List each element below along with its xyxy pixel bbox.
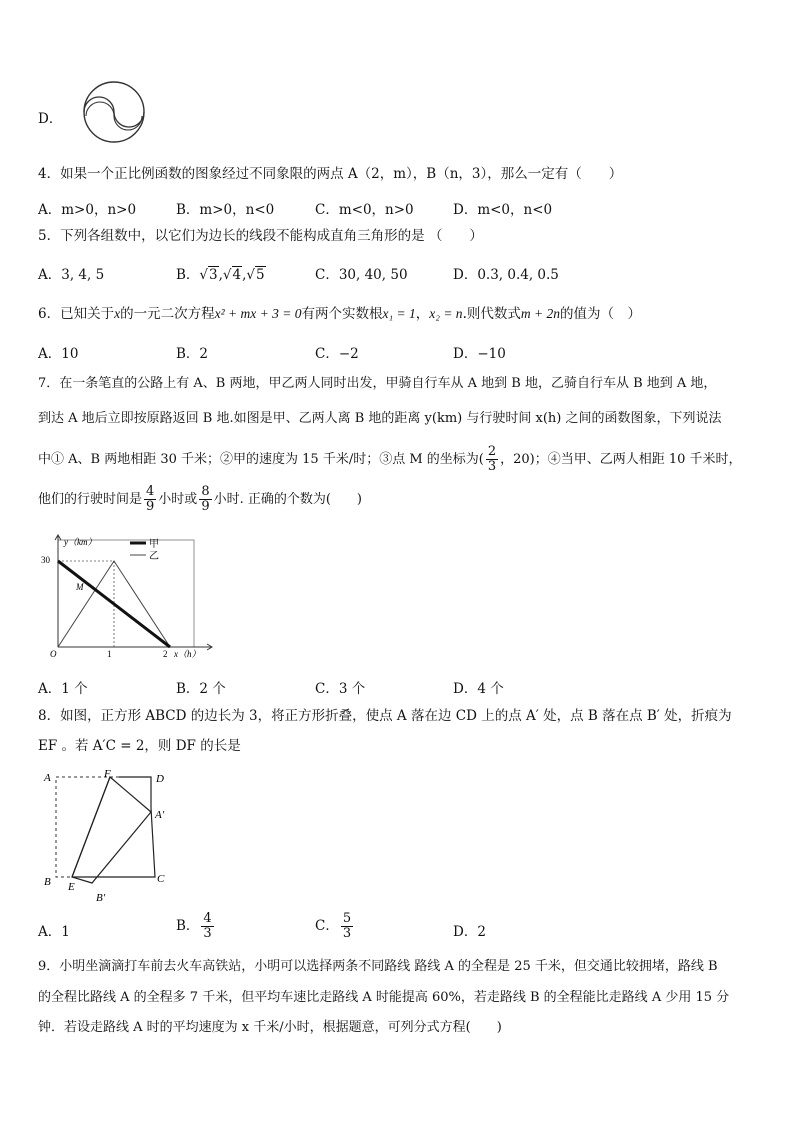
square-right-bottom [72,808,155,877]
q7-function-graph [36,533,216,663]
q6-stem: 6．已知关于x的一元二次方程x² + mx + 3 = 0有两个实数根x₁ = 1，x₂ = n.则代数式m + 2n的值为（ ） [38,306,641,322]
q7-line-3: 中① A、B 两地相距 30 千米；②甲的速度为 15 千米/时；③点 M 的坐标为( $\frac{2}{3}$ ，20)；④当甲、乙两人相距 10 千米时， [38,444,742,474]
q6-option-b[interactable]: B．2 [176,346,209,362]
label-a-prime: A′ [155,809,165,821]
x-tick-1: 1 [107,649,112,659]
q8-option-d[interactable]: D．2 [453,924,486,940]
label-e: E [68,881,75,893]
q7-option-c[interactable]: C．3 个 [315,681,366,697]
q9-line-3: 钟．若设走路线 A 时的平均速度为 x 千米/小时，根据题意，可列分式方程( ) [38,1020,502,1035]
q4-option-a[interactable]: A．m>0，n>0 [38,202,137,218]
point-m-label: M [76,582,84,592]
label-b: B [44,876,51,888]
time-fraction-2: $\frac{8}{9}$ [201,484,210,514]
m-coordinate-fraction: $\frac{2}{3}$ [487,444,497,474]
q7-option-a[interactable]: A．1 个 [38,681,88,697]
q7-option-b[interactable]: B．2 个 [176,681,226,697]
square-top-right [119,777,151,808]
q6-option-c[interactable]: C．−2 [315,346,359,362]
q4-option-b[interactable]: B．m>0，n<0 [176,202,275,218]
q9-line-2: 的全程比路线 A 的全程多 7 千米，但平均车速比走路线 A 时能提高 60%，若走路线 B 的全程能比走路线 A 少用 15 分 [38,990,730,1005]
q7-options [38,677,758,699]
q9-line-1: 9．小明坐滴滴打车前去火车高铁站，小明可以选择两条不同路线 路线 A 的全程是 25 千米，但交通比较拥堵，路线 B [38,959,718,974]
q5-stem: 5．下列各组数中，以它们为边长的线段不能构成直角三角形的是 （ ） [38,228,483,244]
q8-option-c[interactable]: C． $\frac{5}{3}$ [315,911,352,941]
label-f: F [104,768,111,780]
origin-label: O [50,649,57,659]
q7-line-4: 他们的行驶时间是 $\frac{4}{9}$ 小时或 $\frac{8}{9}$ 小时. 正确的个数为( ) [38,484,363,514]
q8-option-a[interactable]: A．1 [38,924,70,940]
label-d: D [156,773,164,785]
q3-option-d[interactable]: D． [38,111,63,127]
q5-option-a[interactable]: A．3, 4, 5 [38,267,105,283]
q5-option-b[interactable]: B．√3,√4,√5 [176,267,265,283]
q6-option-a[interactable]: A．10 [38,346,79,362]
q6-option-d[interactable]: D．−10 [453,346,506,362]
q4-option-d[interactable]: D．m<0，n<0 [453,202,553,218]
q8-line-1: 8．如图，正方形 ABCD 的边长为 3，将正方形折叠，使点 A 落在边 CD 上的点 A′ 处，点 B 落在点 B′ 处，折痕为 [38,708,732,724]
q5-option-d[interactable]: D．0.3, 0.4, 0.5 [453,267,559,283]
time-fraction-1: $\frac{4}{9}$ [146,484,155,514]
q8-option-b[interactable]: B． $\frac{4}{3}$ [176,911,212,941]
q6-options [38,342,758,364]
folded-quadrilateral [72,777,151,883]
y-axis-label: y（km） [64,537,97,547]
q3-option-d-figure [74,80,154,144]
q8-folded-square-figure [36,768,186,904]
q7-line-2: 到达 A 地后立即按原路返回 B 地.如图是甲、乙两人离 B 地的距离 y(km) 与行驶时间 x(h) 之间的函数图象，下列说法 [38,411,722,426]
x-axis-label: x（h） [174,649,201,659]
legend-jia-label: 甲 [149,539,159,550]
label-a: A [44,772,51,784]
x-tick-2: 2 [163,649,168,659]
q4-option-c[interactable]: C．m<0，n>0 [315,202,414,218]
q7-option-d[interactable]: D．4 个 [453,681,504,697]
legend-yi-label: 乙 [149,551,159,562]
q8-options [38,912,758,946]
label-c: C [157,873,165,885]
q4-options [38,198,758,220]
q8-line-2: EF 。若 A′C = 2，则 DF 的长是 [38,738,241,754]
q5-options [38,263,758,285]
label-b-prime: B′ [96,892,106,904]
graph-frame [58,540,194,647]
q7-line-1: 7．在一条笔直的公路上有 A、B 两地，甲乙两人同时出发，甲骑自行车从 A 地到 B 地，乙骑自行车从 B 地到 A 地， [38,376,717,391]
q4-stem: 4．如果一个正比例函数的图象经过不同象限的两点 A（2，m），B（n，3），那么一定有（ ） [38,166,623,182]
y-tick-30: 30 [41,555,50,565]
q5-option-c[interactable]: C．30, 40, 50 [315,267,408,283]
